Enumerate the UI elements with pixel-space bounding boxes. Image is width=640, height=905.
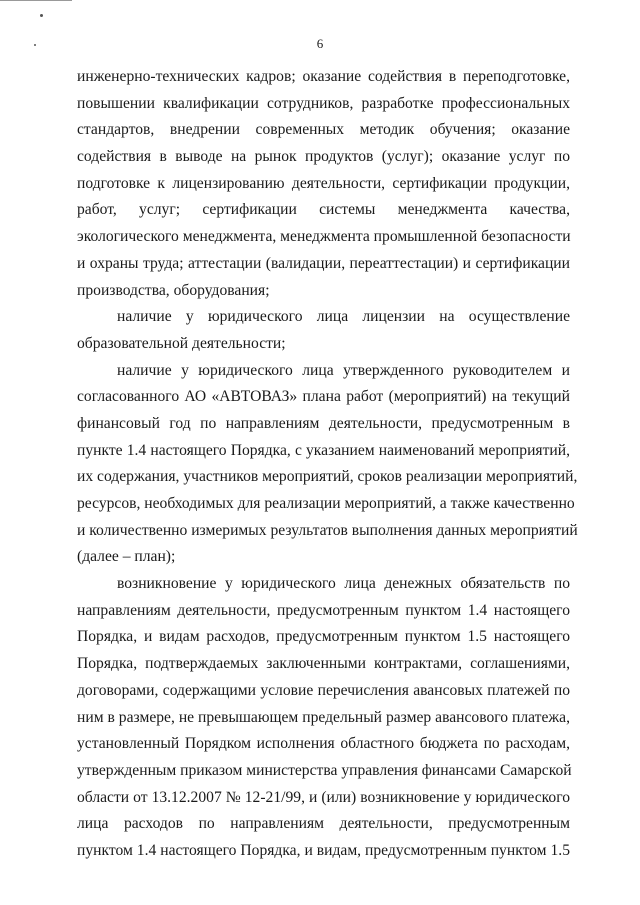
text-line: установленный Порядком исполнения областного бюджета по расходам,: [77, 735, 570, 753]
text-line: пункте 1.4 настоящего Порядка, с указанием наименований мероприятий,: [77, 441, 570, 459]
text-line: утвержденным приказом министерства управления финансами Самарской: [77, 761, 572, 779]
text-line: направлениям деятельности, предусмотренным пунктом 1.4 настоящего: [77, 601, 570, 619]
text-line: ресурсов, необходимых для реализации мероприятий, а также качественно: [77, 495, 575, 512]
text-line: пунктом 1.4 настоящего Порядка, и видам, предусмотренным пунктом 1.5: [77, 841, 570, 859]
document-body: [77, 64, 578, 865]
text-line: наличие у юридического лица утвержденного руководителем и: [117, 361, 570, 379]
text-line: стандартов, внедрении современных методик обучения; оказание: [77, 121, 570, 139]
text-line: согласованного АО «АВТОВАЗ» плана работ (мероприятий) на текущий: [77, 388, 570, 406]
text-line: образовательной деятельности;: [77, 334, 286, 352]
text-line: подготовке к лицензированию деятельности, сертификации продукции,: [77, 174, 570, 192]
text-line: повышении квалификации сотрудников, разработке профессиональных: [77, 94, 570, 112]
text-line: Порядка, подтверждаемых заключенными контрактами, соглашениями,: [77, 655, 570, 673]
text-line: и охраны труда; аттестации (валидации, переаттестации) и сертификации: [77, 254, 570, 272]
text-line: договорами, содержащими условие перечисления авансовых платежей по: [77, 681, 570, 699]
text-line: наличие у юридического лица лицензии на осуществление: [117, 308, 570, 326]
text-line: лица расходов по направлениям деятельности, предусмотренным: [77, 815, 570, 833]
paragraph: [77, 571, 570, 865]
text-line: и количественно измеримых результатов выполнения данных мероприятий: [77, 521, 578, 539]
scan-speck: [40, 14, 43, 17]
text-line: возникновение у юридического лица денежных обязательств по: [117, 575, 570, 593]
text-line: финансовый год по направлениям деятельности, предусмотренным в: [77, 414, 570, 432]
text-line: инженерно-технических кадров; оказание содействия в переподготовке,: [77, 68, 570, 85]
text-line: области от 13.12.2007 № 12-21/99, и (или) возникновение у юридического: [77, 788, 570, 806]
text-line: экологического менеджмента, менеджмента промышленной безопасности: [77, 228, 571, 246]
text-line: работ, услуг; сертификации системы менеджмента качества,: [77, 201, 570, 219]
paragraph: [77, 358, 578, 572]
text-line: Порядка, и видам расходов, предусмотренным пунктом 1.5 настоящего: [77, 628, 570, 646]
text-line: производства, оборудования;: [77, 281, 270, 299]
scan-edge-line: [0, 0, 72, 1]
text-line: ним в размере, не превышающем предельный размер авансового платежа,: [77, 708, 570, 726]
text-line: содействия в выводе на рынок продуктов (услуг); оказание услуг по: [77, 148, 570, 166]
text-line: их содержания, участников мероприятий, сроков реализации мероприятий,: [77, 468, 578, 486]
text-line: (далее – план);: [77, 548, 176, 566]
paragraph: [77, 64, 570, 304]
page-number: 6: [316, 36, 324, 51]
paragraph: [77, 304, 570, 357]
